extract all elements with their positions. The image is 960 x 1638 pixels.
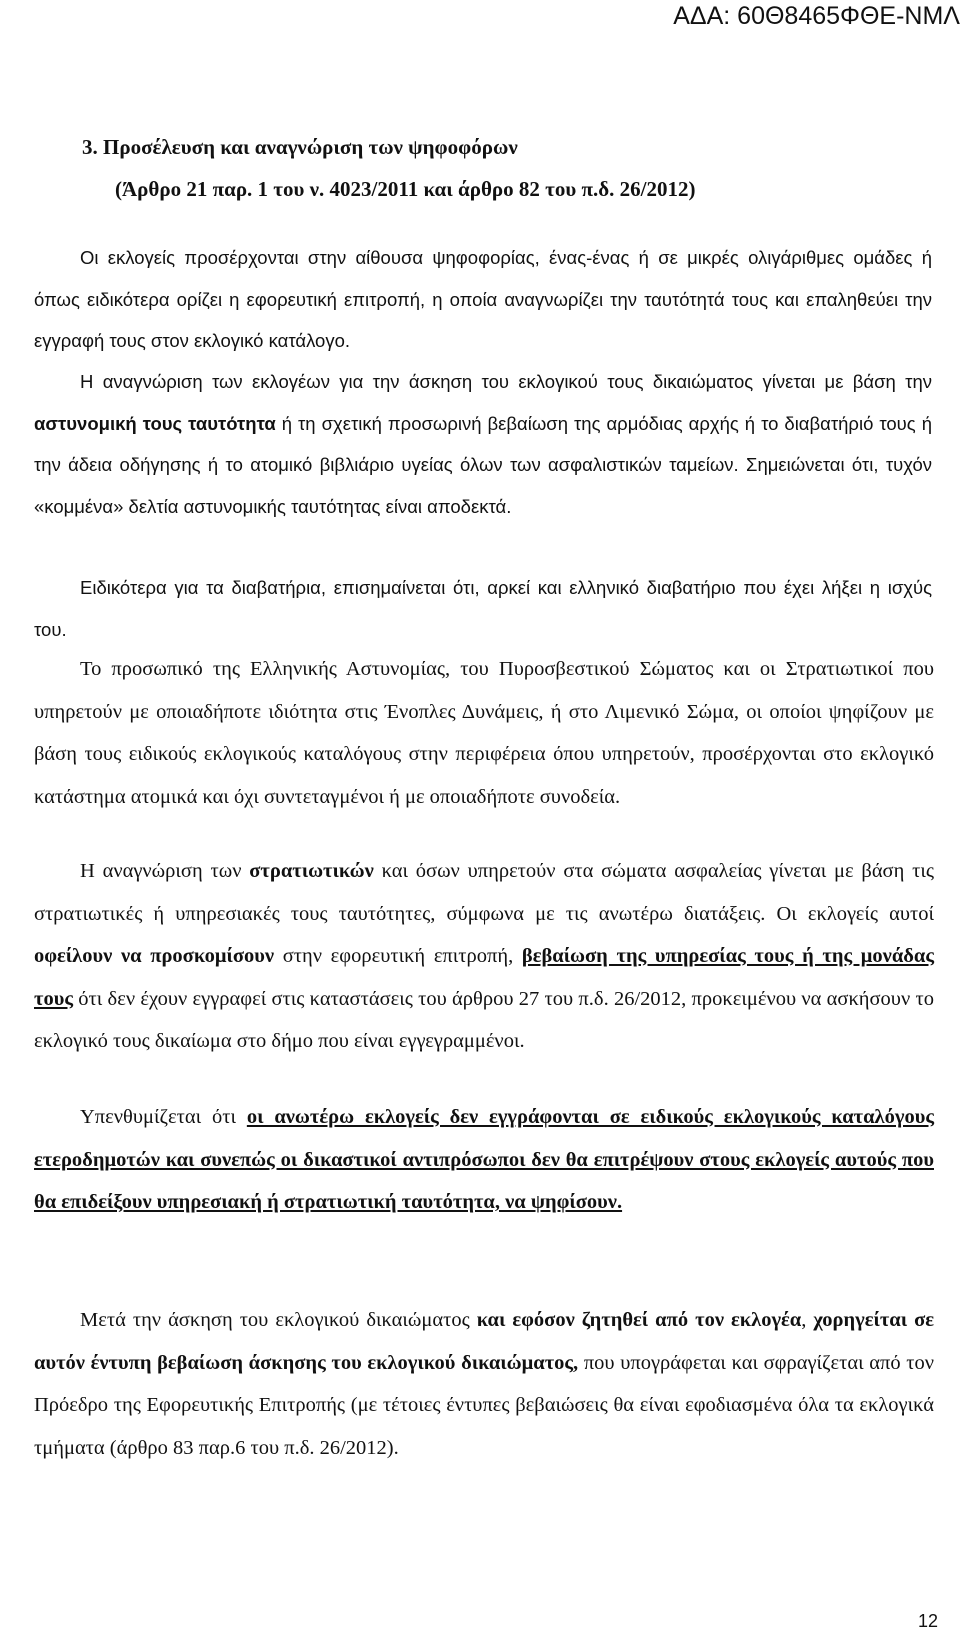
p2-text-a: Η αναγνώριση των εκλογέων για την άσκηση του εκλογικού τους δικαιώματος γίνεται με βάση την — [80, 371, 932, 392]
p2-text-c: ή τη σχετική προσωρινή βεβαίωση της αρμόδιας αρχής ή το διαβατήριό τους ή την άδεια οδήγησης ή το ατομικό βιβλιάριο υγείας όλων των ασφαλιστικών ταμείων. Σημειώνεται ότι, τυχόν «κομμένα» δελτία αστυνομικής ταυτότητας είναι αποδεκτά. — [34, 412, 932, 517]
p7-text-e: που υπογράφεται και σφραγίζεται από τον Πρόεδρο της Εφορευτικής Επιτροπής (με τέτοιες έντυπες βεβαιώσεις θα είναι εφοδιασμένα όλα τα εκλογικά τμήματα (άρθρο 83 παρ.6 του π.δ. 26/2012). — [34, 1351, 935, 1459]
paragraph-identification — [34, 361, 932, 527]
p7-text-a: Μετά την άσκηση του εκλογικού δικαιώματος — [80, 1309, 477, 1331]
paragraph-voters-arrival: Οι εκλογείς προσέρχονται στην αίθουσα ψηφοφορίας, ένας-ένας ή σε μικρές ολιγάριθμες ομάδες ή όπως ειδικότερα ορίζει η εφορευτική επιτροπή, η οποία αναγνωρίζει την ταυτότητά τους και επαληθεύει την εγγραφή τους στον εκλογικό κατάλογο. — [34, 247, 932, 351]
p5-text-g: ότι δεν έχουν εγγραφεί στις καταστάσεις του άρθρου 27 του π.δ. 26/2012, προκειμένου να ασκήσουν το εκλογικό τους δικαίωμα στο δήμο που είναι εγγεγραμμένοι. — [34, 987, 934, 1052]
p7-if-requested: και εφόσον ζητηθεί από τον εκλογέα — [476, 1309, 802, 1331]
p5-military: στρατιωτικών — [249, 860, 374, 882]
p7-text-c: , — [801, 1309, 814, 1331]
p5-text-a: Η αναγνώριση των — [80, 860, 250, 882]
section-subtitle: (Άρθρο 21 παρ. 1 του ν. 4023/2011 και άρθρο 82 του π.δ. 26/2012) — [115, 177, 696, 201]
p2-police-id: αστυνομική τους ταυτότητα — [34, 412, 276, 434]
paragraph-security-personnel: Το προσωπικό της Ελληνικής Αστυνομίας, του Πυροσβεστικού Σώματος και οι Στρατιωτικοί που υπηρετούν με οποιαδήποτε ιδιότητα στις Ένοπλες Δυνάμεις, ή στο Λιμενικό Σώμα, οι οποίοι ψηφίζουν με βάση τους ειδικούς εκλογικούς καταλόγους στην περιφέρεια όπου υπηρετούν, προσέρχονται στο εκλογικό κατάστημα ατομικά και όχι συντεταγμένοι ή με οποιαδήποτε συνοδεία. — [34, 658, 934, 808]
paragraph-military-identification — [34, 850, 934, 1063]
p5-text-c: και όσων υπηρετούν στα σώματα ασφαλείας γίνεται με βάση τις στρατιωτικές ή υπηρεσιακές τους ταυτότητες, σύμφωνα με τις ανωτέρω διατάξεις. Οι εκλογείς αυτοί — [34, 860, 934, 925]
paragraph-reminder — [34, 1096, 934, 1224]
p5-service-certificate: βεβαίωση της υπηρεσίας τους ή της μονάδας τους — [34, 945, 934, 1010]
p7-printed-certificate: χορηγείται σε αυτόν έντυπη βεβαίωση άσκησης του εκλογικού δικαιώματος, — [34, 1309, 934, 1374]
p5-text-e: στην εφορευτική επιτροπή, — [274, 945, 522, 967]
paragraph-certificate — [34, 1299, 934, 1469]
p6-text-a: Υπενθυμίζεται ότι — [80, 1106, 247, 1128]
p6-reminder-bold: οι ανωτέρω εκλογείς δεν εγγράφονται σε ειδικούς εκλογικούς καταλόγους ετεροδημοτών και συνεπώς οι δικαστικοί αντιπρόσωποι δεν θα επιτρέψουν στους εκλογείς αυτούς που θα επιδείξουν υπηρεσιακή ή στρατιωτική ταυτότητα, να ψηφίσουν. — [34, 1106, 934, 1213]
p5-must-present: οφείλουν να προσκομίσουν — [34, 945, 275, 967]
paragraph-passports: Ειδικότερα για τα διαβατήρια, επισημαίνεται ότι, αρκεί και ελληνικό διαβατήριο που έχει λήξει η ισχύς του. — [34, 577, 932, 640]
page-number: 12 — [917, 1611, 938, 1631]
section-heading — [82, 126, 695, 210]
ada-code: ΑΔΑ: 60Θ8465ΦΘΕ-ΝΜΛ — [673, 2, 960, 30]
section-title: 3. Προσέλευση και αναγνώριση των ψηφοφόρων — [82, 135, 518, 159]
